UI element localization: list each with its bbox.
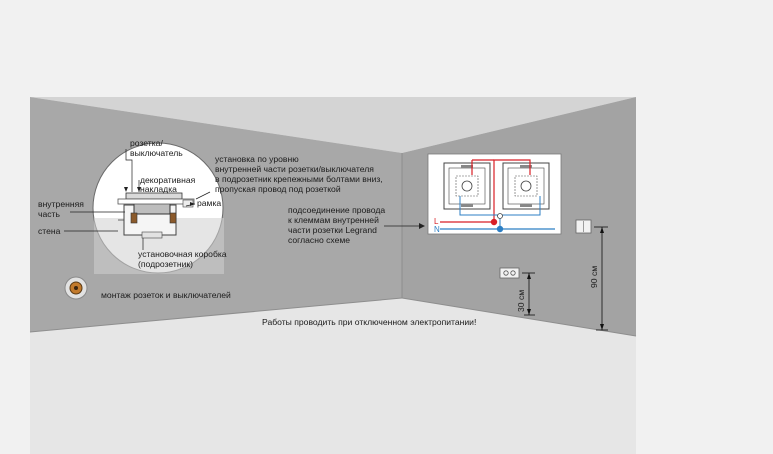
label-connection: подсоединение провода к клеммам внутренней части розетки Legrand согласно схеме [288,205,386,245]
dimension-90cm-label: 90 см [589,265,599,288]
wire-n-label: N [434,225,440,234]
warning-text: Работы проводить при отключенном электропитании! [262,317,477,327]
dimension-30cm-label: 30 см [516,289,526,312]
label-install-instructions: установка по уровню внутренней части розетки/выключателя в подрозетник крепежными болтами вниз, пропуская провод под розеткой [215,154,383,194]
wall-switch-icon [576,220,591,233]
label-wall: стена [38,226,61,236]
wall-socket-icon [500,268,519,278]
mounting-socket-icon [65,277,87,299]
label-mounting-box: установочная коробка (подрозетник) [138,249,227,269]
wiring-scheme-panel [428,154,561,234]
label-mounting: монтаж розеток и выключателей [101,290,231,300]
label-decorative-cover: декоративная накладка [140,175,196,194]
frame-plate [118,199,194,204]
label-inner-part: внутренняя часть [38,199,84,219]
label-socket-switch: розетка/ выключатель [130,138,183,158]
wire-l-label: L [434,217,439,226]
label-frame: рамка [197,198,222,208]
